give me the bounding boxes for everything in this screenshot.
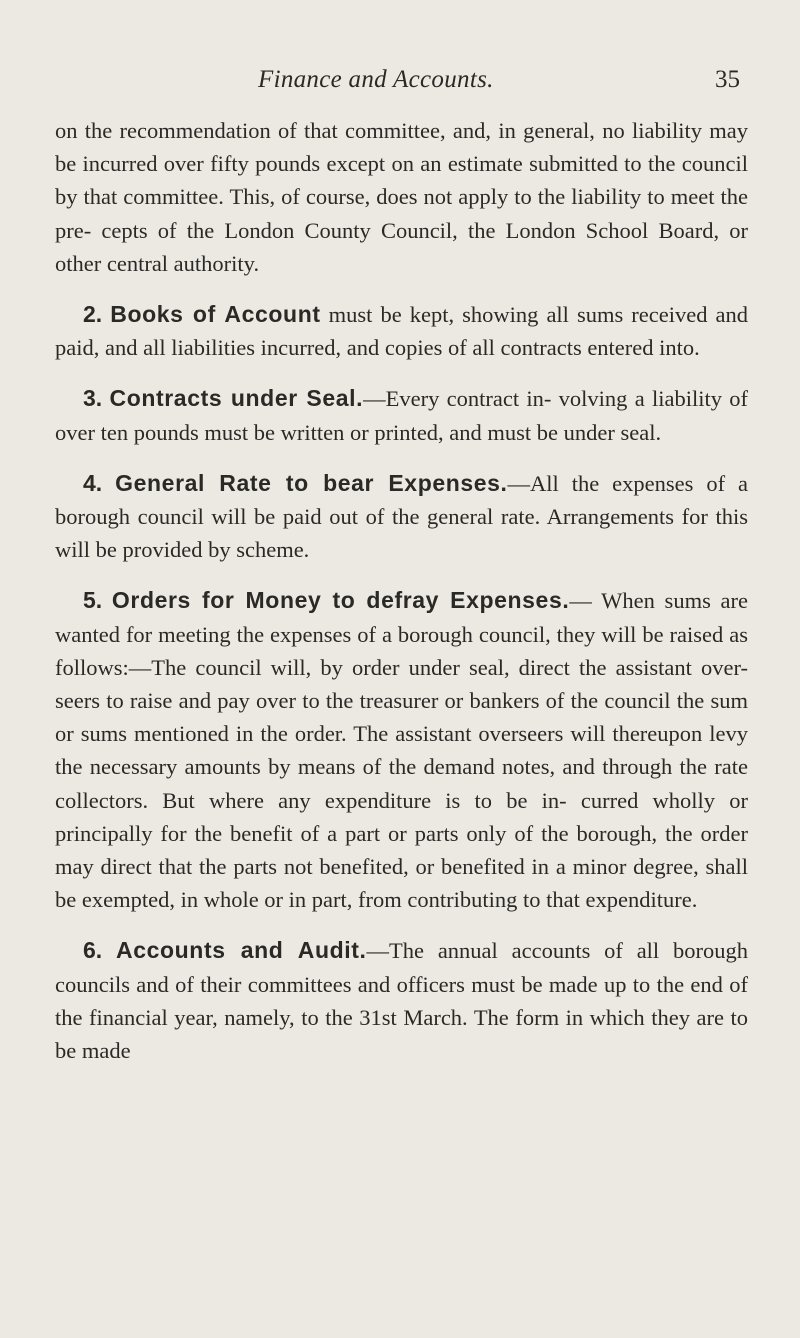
section-heading: Books of Account xyxy=(110,301,321,328)
section-heading: Contracts under Seal. xyxy=(109,385,364,412)
body-text xyxy=(55,114,748,1085)
section-heading: General Rate to bear Expenses. xyxy=(115,469,508,496)
section-text: — When sums are wanted for meeting the expenses of a borough council, they will be raised as follows:—The council will, by order under seal, direct the assistant over- seers to raise and pay over to the treasurer or bankers of the council the sum or sums mentioned in the order. The assistant overseers will thereupon levy the necessary amounts by means of the demand notes, and through the rate collectors. But where any expenditure is to be in- curred wholly or principally for the benefit of a part or parts only of the borough, the order may direct that the parts not benefited, or benefited in a minor degree, shall be exempted, in whole or in part, from contributing to that expenditure. xyxy=(55,588,748,913)
section-contracts-under-seal xyxy=(55,382,748,448)
section-text: —All the expenses of a borough council will be paid out of the general rate. Arrangements for this will be provided by scheme. xyxy=(55,470,748,563)
section-number: 5. xyxy=(83,587,103,614)
section-number: 6. xyxy=(83,937,103,964)
paragraph-text: on the recommendation of that committee, and, in general, no liability may be incurred over fifty pounds except on an estimate submitted to the council by that committee. This, of course, does not apply to the liability to meet the pre- cepts of the London County Council, the London School Board, or other central authority. xyxy=(55,118,748,276)
section-heading: Accounts and Audit. xyxy=(116,937,367,964)
section-number: 3. xyxy=(83,385,103,412)
running-title: Finance and Accounts. xyxy=(258,66,494,93)
section-general-rate xyxy=(55,467,748,567)
section-text: —Every contract in- volving a liability of over ten pounds must be written or printed, and must be under seal. xyxy=(55,386,749,445)
paragraph-continuation xyxy=(55,114,748,280)
section-heading: Orders for Money to defray Expenses. xyxy=(111,587,570,614)
section-number: 4. xyxy=(83,469,103,496)
section-text: must be kept, showing all sums received and paid, and all liabilities incurred, and copies of all contracts entered into. xyxy=(55,302,749,361)
section-orders-for-money xyxy=(55,584,748,916)
section-books-of-account xyxy=(55,298,748,364)
section-number: 2. xyxy=(83,301,103,328)
section-text: —The annual accounts of all borough councils and of their committees and officers must be made up to the end of the financial year, namely, to the 31st March. The form in which they are to be made xyxy=(55,938,748,1064)
section-accounts-and-audit xyxy=(55,934,748,1067)
page-number: 35 xyxy=(715,66,740,93)
running-head xyxy=(0,66,800,100)
